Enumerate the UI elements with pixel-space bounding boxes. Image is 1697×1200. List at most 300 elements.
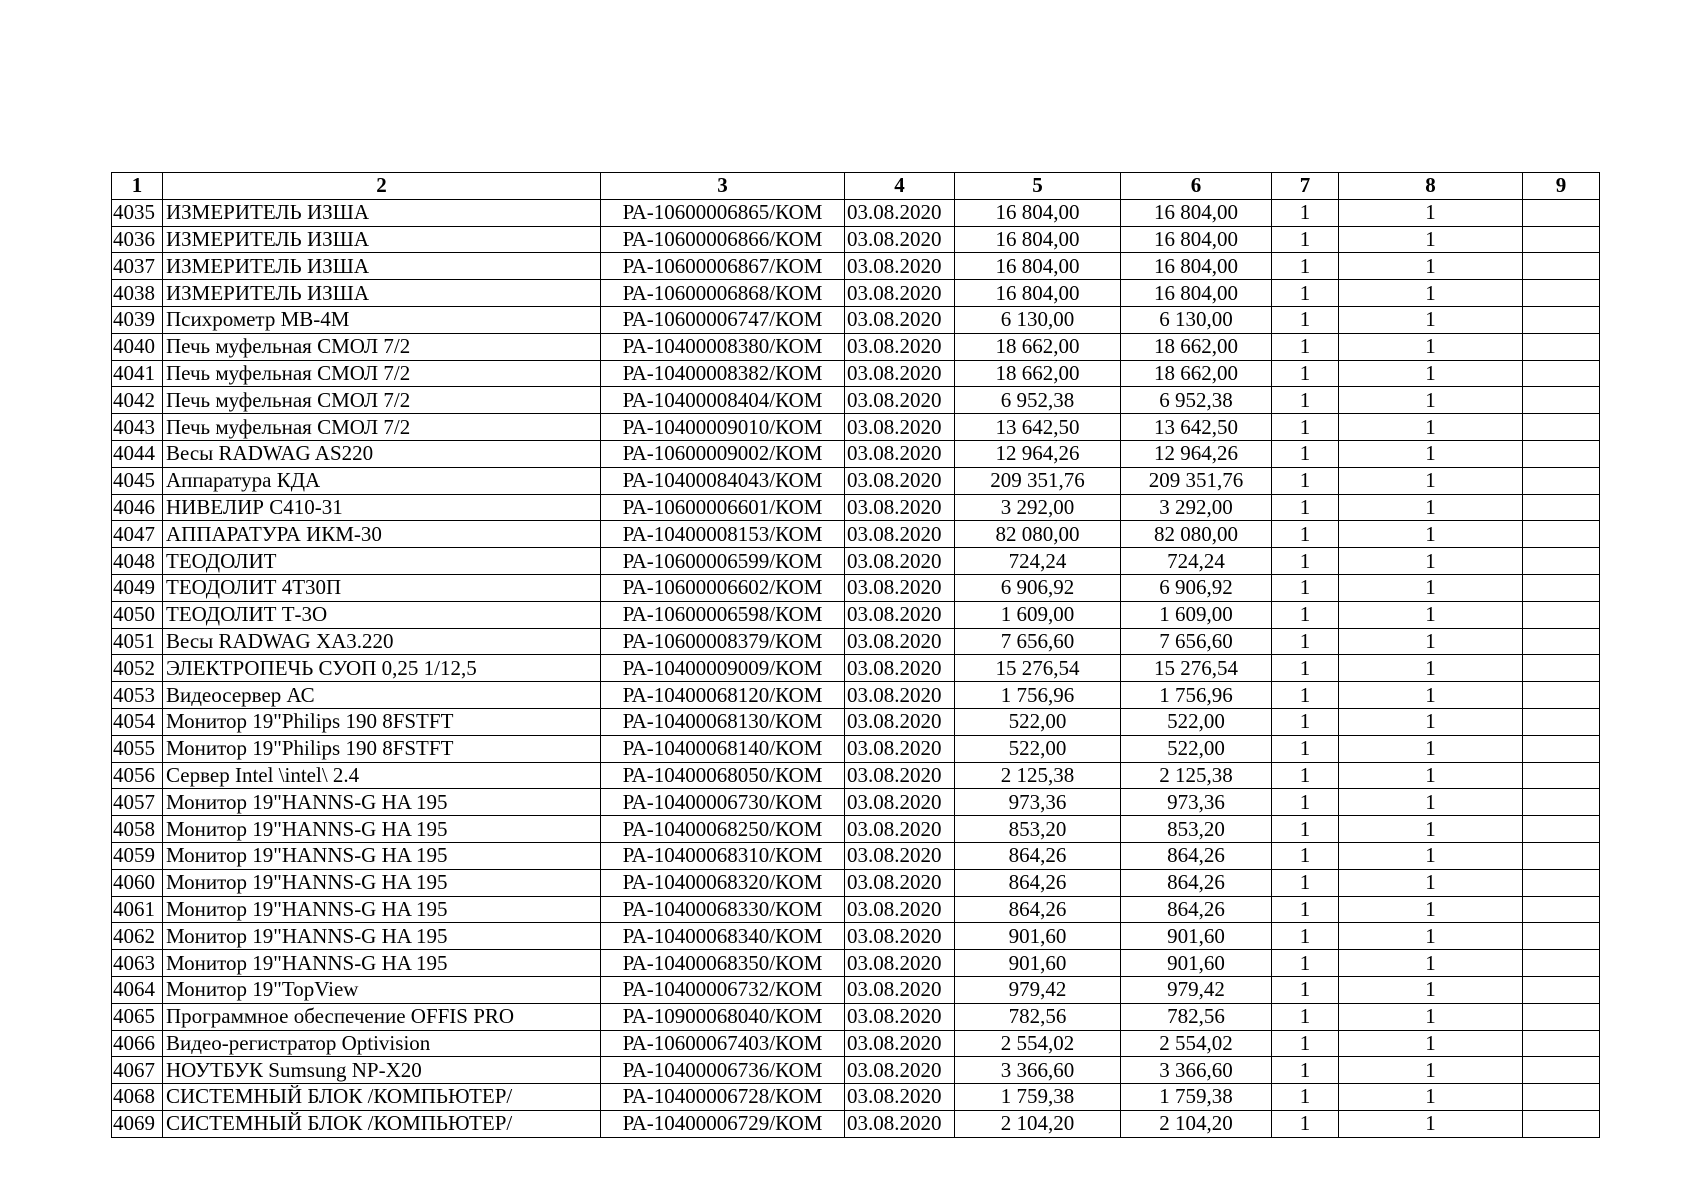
- note-cell: [1523, 494, 1600, 521]
- item-name-cell: Весы RADWAG XA3.220: [163, 628, 601, 655]
- inventory-code-cell: РА-10400008153/КОМ: [601, 521, 845, 548]
- table-row: [112, 1030, 1600, 1057]
- note-cell: [1523, 333, 1600, 360]
- residual-value-cell: 16 804,00: [1121, 226, 1272, 253]
- inventory-code-cell: РА-10400068330/КОМ: [601, 896, 845, 923]
- date-cell: 03.08.2020: [845, 789, 955, 816]
- quantity-cell: 1: [1272, 682, 1339, 709]
- column-header: 5: [955, 173, 1121, 200]
- date-cell: 03.08.2020: [845, 923, 955, 950]
- table-row: [112, 762, 1600, 789]
- note-cell: [1523, 548, 1600, 575]
- residual-value-cell: 13 642,50: [1121, 414, 1272, 441]
- date-cell: 03.08.2020: [845, 950, 955, 977]
- quantity-cell: 1: [1272, 280, 1339, 307]
- row-number-cell: 4035: [112, 199, 163, 226]
- initial-value-cell: 522,00: [955, 735, 1121, 762]
- count-cell: 1: [1339, 682, 1523, 709]
- count-cell: 1: [1339, 387, 1523, 414]
- row-number-cell: 4069: [112, 1110, 163, 1137]
- residual-value-cell: 979,42: [1121, 976, 1272, 1003]
- note-cell: [1523, 280, 1600, 307]
- residual-value-cell: 3 292,00: [1121, 494, 1272, 521]
- table-row: [112, 306, 1600, 333]
- count-cell: 1: [1339, 789, 1523, 816]
- note-cell: [1523, 896, 1600, 923]
- inventory-code-cell: РА-10600006747/КОМ: [601, 306, 845, 333]
- note-cell: [1523, 440, 1600, 467]
- table-row: [112, 628, 1600, 655]
- residual-value-cell: 901,60: [1121, 950, 1272, 977]
- table-header-row: [112, 173, 1600, 200]
- item-name-cell: ТЕОДОЛИТ Т-3О: [163, 601, 601, 628]
- item-name-cell: Сервер Intel \intel\ 2.4: [163, 762, 601, 789]
- item-name-cell: АППАРАТУРА ИКМ-30: [163, 521, 601, 548]
- residual-value-cell: 901,60: [1121, 923, 1272, 950]
- inventory-code-cell: РА-10400068130/КОМ: [601, 708, 845, 735]
- residual-value-cell: 16 804,00: [1121, 199, 1272, 226]
- residual-value-cell: 864,26: [1121, 869, 1272, 896]
- note-cell: [1523, 360, 1600, 387]
- initial-value-cell: 1 756,96: [955, 682, 1121, 709]
- count-cell: 1: [1339, 199, 1523, 226]
- item-name-cell: Монитор 19"HANNS-G HA 195: [163, 816, 601, 843]
- count-cell: 1: [1339, 655, 1523, 682]
- table-row: [112, 521, 1600, 548]
- inventory-code-cell: РА-10600006599/КОМ: [601, 548, 845, 575]
- note-cell: [1523, 735, 1600, 762]
- residual-value-cell: 6 906,92: [1121, 574, 1272, 601]
- date-cell: 03.08.2020: [845, 708, 955, 735]
- quantity-cell: 1: [1272, 1084, 1339, 1111]
- quantity-cell: 1: [1272, 387, 1339, 414]
- item-name-cell: Монитор 19"HANNS-G HA 195: [163, 789, 601, 816]
- initial-value-cell: 1 609,00: [955, 601, 1121, 628]
- table-row: [112, 548, 1600, 575]
- count-cell: 1: [1339, 574, 1523, 601]
- table-row: [112, 360, 1600, 387]
- inventory-code-cell: РА-10400068120/КОМ: [601, 682, 845, 709]
- date-cell: 03.08.2020: [845, 655, 955, 682]
- inventory-code-cell: РА-10400068250/КОМ: [601, 816, 845, 843]
- row-number-cell: 4065: [112, 1003, 163, 1030]
- table-row: [112, 280, 1600, 307]
- residual-value-cell: 1 609,00: [1121, 601, 1272, 628]
- date-cell: 03.08.2020: [845, 1030, 955, 1057]
- note-cell: [1523, 628, 1600, 655]
- inventory-code-cell: РА-10400068350/КОМ: [601, 950, 845, 977]
- quantity-cell: 1: [1272, 816, 1339, 843]
- count-cell: 1: [1339, 226, 1523, 253]
- date-cell: 03.08.2020: [845, 869, 955, 896]
- document-page: [111, 172, 1599, 1138]
- date-cell: 03.08.2020: [845, 306, 955, 333]
- item-name-cell: Монитор 19"Philips 190 8FSTFT: [163, 708, 601, 735]
- residual-value-cell: 973,36: [1121, 789, 1272, 816]
- inventory-code-cell: РА-10400006729/КОМ: [601, 1110, 845, 1137]
- note-cell: [1523, 414, 1600, 441]
- initial-value-cell: 2 125,38: [955, 762, 1121, 789]
- row-number-cell: 4060: [112, 869, 163, 896]
- quantity-cell: 1: [1272, 869, 1339, 896]
- column-header: 6: [1121, 173, 1272, 200]
- inventory-code-cell: РА-10600006865/КОМ: [601, 199, 845, 226]
- row-number-cell: 4039: [112, 306, 163, 333]
- quantity-cell: 1: [1272, 333, 1339, 360]
- count-cell: 1: [1339, 762, 1523, 789]
- table-row: [112, 923, 1600, 950]
- quantity-cell: 1: [1272, 253, 1339, 280]
- quantity-cell: 1: [1272, 494, 1339, 521]
- inventory-code-cell: РА-10400006732/КОМ: [601, 976, 845, 1003]
- quantity-cell: 1: [1272, 226, 1339, 253]
- note-cell: [1523, 816, 1600, 843]
- column-header: 9: [1523, 173, 1600, 200]
- table-row: [112, 682, 1600, 709]
- date-cell: 03.08.2020: [845, 440, 955, 467]
- initial-value-cell: 209 351,76: [955, 467, 1121, 494]
- row-number-cell: 4056: [112, 762, 163, 789]
- count-cell: 1: [1339, 414, 1523, 441]
- row-number-cell: 4053: [112, 682, 163, 709]
- table-row: [112, 494, 1600, 521]
- initial-value-cell: 853,20: [955, 816, 1121, 843]
- inventory-code-cell: РА-10600006866/КОМ: [601, 226, 845, 253]
- quantity-cell: 1: [1272, 762, 1339, 789]
- residual-value-cell: 522,00: [1121, 735, 1272, 762]
- note-cell: [1523, 708, 1600, 735]
- row-number-cell: 4066: [112, 1030, 163, 1057]
- column-header: 8: [1339, 173, 1523, 200]
- note-cell: [1523, 762, 1600, 789]
- count-cell: 1: [1339, 521, 1523, 548]
- item-name-cell: ИЗМЕРИТЕЛЬ ИЗША: [163, 226, 601, 253]
- quantity-cell: 1: [1272, 1003, 1339, 1030]
- quantity-cell: 1: [1272, 574, 1339, 601]
- row-number-cell: 4059: [112, 842, 163, 869]
- row-number-cell: 4038: [112, 280, 163, 307]
- quantity-cell: 1: [1272, 1030, 1339, 1057]
- inventory-code-cell: РА-10400068320/КОМ: [601, 869, 845, 896]
- count-cell: 1: [1339, 1084, 1523, 1111]
- item-name-cell: СИСТЕМНЫЙ БЛОК /КОМПЬЮТЕР/: [163, 1110, 601, 1137]
- item-name-cell: Печь муфельная СМОЛ 7/2: [163, 387, 601, 414]
- date-cell: 03.08.2020: [845, 896, 955, 923]
- residual-value-cell: 82 080,00: [1121, 521, 1272, 548]
- item-name-cell: ЭЛЕКТРОПЕЧЬ СУОП 0,25 1/12,5: [163, 655, 601, 682]
- initial-value-cell: 15 276,54: [955, 655, 1121, 682]
- item-name-cell: ИЗМЕРИТЕЛЬ ИЗША: [163, 253, 601, 280]
- inventory-code-cell: РА-10400068310/КОМ: [601, 842, 845, 869]
- initial-value-cell: 2 554,02: [955, 1030, 1121, 1057]
- initial-value-cell: 2 104,20: [955, 1110, 1121, 1137]
- inventory-code-cell: РА-10400068340/КОМ: [601, 923, 845, 950]
- residual-value-cell: 853,20: [1121, 816, 1272, 843]
- note-cell: [1523, 601, 1600, 628]
- item-name-cell: Видеосервер АС: [163, 682, 601, 709]
- note-cell: [1523, 306, 1600, 333]
- row-number-cell: 4061: [112, 896, 163, 923]
- note-cell: [1523, 950, 1600, 977]
- item-name-cell: Печь муфельная СМОЛ 7/2: [163, 414, 601, 441]
- item-name-cell: Монитор 19"HANNS-G HA 195: [163, 896, 601, 923]
- table-row: [112, 387, 1600, 414]
- date-cell: 03.08.2020: [845, 548, 955, 575]
- initial-value-cell: 973,36: [955, 789, 1121, 816]
- date-cell: 03.08.2020: [845, 1003, 955, 1030]
- date-cell: 03.08.2020: [845, 414, 955, 441]
- initial-value-cell: 16 804,00: [955, 280, 1121, 307]
- date-cell: 03.08.2020: [845, 1057, 955, 1084]
- table-row: [112, 1003, 1600, 1030]
- quantity-cell: 1: [1272, 735, 1339, 762]
- table-row: [112, 896, 1600, 923]
- count-cell: 1: [1339, 360, 1523, 387]
- quantity-cell: 1: [1272, 1110, 1339, 1137]
- date-cell: 03.08.2020: [845, 735, 955, 762]
- initial-value-cell: 3 292,00: [955, 494, 1121, 521]
- date-cell: 03.08.2020: [845, 280, 955, 307]
- row-number-cell: 4049: [112, 574, 163, 601]
- note-cell: [1523, 226, 1600, 253]
- note-cell: [1523, 1084, 1600, 1111]
- count-cell: 1: [1339, 869, 1523, 896]
- initial-value-cell: 1 759,38: [955, 1084, 1121, 1111]
- column-header: 7: [1272, 173, 1339, 200]
- note-cell: [1523, 1030, 1600, 1057]
- row-number-cell: 4045: [112, 467, 163, 494]
- date-cell: 03.08.2020: [845, 976, 955, 1003]
- row-number-cell: 4050: [112, 601, 163, 628]
- inventory-code-cell: РА-10600006868/КОМ: [601, 280, 845, 307]
- residual-value-cell: 724,24: [1121, 548, 1272, 575]
- quantity-cell: 1: [1272, 950, 1339, 977]
- table-row: [112, 601, 1600, 628]
- row-number-cell: 4046: [112, 494, 163, 521]
- initial-value-cell: 901,60: [955, 923, 1121, 950]
- inventory-code-cell: РА-10400068050/КОМ: [601, 762, 845, 789]
- count-cell: 1: [1339, 467, 1523, 494]
- inventory-code-cell: РА-10400008404/КОМ: [601, 387, 845, 414]
- table-row: [112, 1110, 1600, 1137]
- quantity-cell: 1: [1272, 467, 1339, 494]
- row-number-cell: 4055: [112, 735, 163, 762]
- initial-value-cell: 13 642,50: [955, 414, 1121, 441]
- count-cell: 1: [1339, 548, 1523, 575]
- residual-value-cell: 18 662,00: [1121, 333, 1272, 360]
- count-cell: 1: [1339, 950, 1523, 977]
- date-cell: 03.08.2020: [845, 628, 955, 655]
- item-name-cell: Монитор 19"HANNS-G HA 195: [163, 869, 601, 896]
- quantity-cell: 1: [1272, 1057, 1339, 1084]
- row-number-cell: 4040: [112, 333, 163, 360]
- item-name-cell: СИСТЕМНЫЙ БЛОК /КОМПЬЮТЕР/: [163, 1084, 601, 1111]
- residual-value-cell: 3 366,60: [1121, 1057, 1272, 1084]
- count-cell: 1: [1339, 280, 1523, 307]
- note-cell: [1523, 1110, 1600, 1137]
- inventory-code-cell: РА-10400009009/КОМ: [601, 655, 845, 682]
- inventory-code-cell: РА-10400006736/КОМ: [601, 1057, 845, 1084]
- quantity-cell: 1: [1272, 896, 1339, 923]
- residual-value-cell: 16 804,00: [1121, 253, 1272, 280]
- inventory-code-cell: РА-10600006601/КОМ: [601, 494, 845, 521]
- table-row: [112, 842, 1600, 869]
- column-header: 3: [601, 173, 845, 200]
- row-number-cell: 4067: [112, 1057, 163, 1084]
- date-cell: 03.08.2020: [845, 333, 955, 360]
- count-cell: 1: [1339, 735, 1523, 762]
- table-row: [112, 816, 1600, 843]
- residual-value-cell: 2 125,38: [1121, 762, 1272, 789]
- initial-value-cell: 979,42: [955, 976, 1121, 1003]
- inventory-table: [111, 172, 1600, 1138]
- initial-value-cell: 782,56: [955, 1003, 1121, 1030]
- residual-value-cell: 12 964,26: [1121, 440, 1272, 467]
- item-name-cell: Программное обеспечение OFFIS PRO: [163, 1003, 601, 1030]
- item-name-cell: Видео-регистратор Optivision: [163, 1030, 601, 1057]
- note-cell: [1523, 1003, 1600, 1030]
- count-cell: 1: [1339, 494, 1523, 521]
- residual-value-cell: 864,26: [1121, 896, 1272, 923]
- initial-value-cell: 864,26: [955, 842, 1121, 869]
- residual-value-cell: 2 104,20: [1121, 1110, 1272, 1137]
- inventory-code-cell: РА-10600006598/КОМ: [601, 601, 845, 628]
- table-row: [112, 440, 1600, 467]
- row-number-cell: 4037: [112, 253, 163, 280]
- count-cell: 1: [1339, 333, 1523, 360]
- date-cell: 03.08.2020: [845, 601, 955, 628]
- item-name-cell: Монитор 19"HANNS-G HA 195: [163, 950, 601, 977]
- table-row: [112, 199, 1600, 226]
- row-number-cell: 4052: [112, 655, 163, 682]
- count-cell: 1: [1339, 1003, 1523, 1030]
- inventory-code-cell: РА-10400084043/КОМ: [601, 467, 845, 494]
- date-cell: 03.08.2020: [845, 494, 955, 521]
- inventory-code-cell: РА-10900068040/КОМ: [601, 1003, 845, 1030]
- date-cell: 03.08.2020: [845, 226, 955, 253]
- date-cell: 03.08.2020: [845, 199, 955, 226]
- row-number-cell: 4043: [112, 414, 163, 441]
- table-row: [112, 1084, 1600, 1111]
- row-number-cell: 4068: [112, 1084, 163, 1111]
- note-cell: [1523, 682, 1600, 709]
- quantity-cell: 1: [1272, 655, 1339, 682]
- inventory-code-cell: РА-10400009010/КОМ: [601, 414, 845, 441]
- note-cell: [1523, 199, 1600, 226]
- item-name-cell: Печь муфельная СМОЛ 7/2: [163, 360, 601, 387]
- row-number-cell: 4063: [112, 950, 163, 977]
- table-row: [112, 708, 1600, 735]
- count-cell: 1: [1339, 842, 1523, 869]
- table-row: [112, 735, 1600, 762]
- table-row: [112, 976, 1600, 1003]
- item-name-cell: НОУТБУК Sumsung NP-X20: [163, 1057, 601, 1084]
- quantity-cell: 1: [1272, 789, 1339, 816]
- note-cell: [1523, 842, 1600, 869]
- table-row: [112, 789, 1600, 816]
- item-name-cell: Весы RADWAG AS220: [163, 440, 601, 467]
- row-number-cell: 4054: [112, 708, 163, 735]
- initial-value-cell: 3 366,60: [955, 1057, 1121, 1084]
- inventory-code-cell: РА-10600009002/КОМ: [601, 440, 845, 467]
- residual-value-cell: 782,56: [1121, 1003, 1272, 1030]
- quantity-cell: 1: [1272, 842, 1339, 869]
- row-number-cell: 4041: [112, 360, 163, 387]
- inventory-code-cell: РА-10600067403/КОМ: [601, 1030, 845, 1057]
- initial-value-cell: 864,26: [955, 869, 1121, 896]
- note-cell: [1523, 253, 1600, 280]
- quantity-cell: 1: [1272, 628, 1339, 655]
- note-cell: [1523, 387, 1600, 414]
- item-name-cell: Психрометр МВ-4М: [163, 306, 601, 333]
- row-number-cell: 4057: [112, 789, 163, 816]
- count-cell: 1: [1339, 440, 1523, 467]
- row-number-cell: 4058: [112, 816, 163, 843]
- note-cell: [1523, 789, 1600, 816]
- quantity-cell: 1: [1272, 601, 1339, 628]
- residual-value-cell: 864,26: [1121, 842, 1272, 869]
- residual-value-cell: 15 276,54: [1121, 655, 1272, 682]
- item-name-cell: Монитор 19"TopView: [163, 976, 601, 1003]
- quantity-cell: 1: [1272, 976, 1339, 1003]
- date-cell: 03.08.2020: [845, 1110, 955, 1137]
- date-cell: 03.08.2020: [845, 816, 955, 843]
- quantity-cell: 1: [1272, 521, 1339, 548]
- inventory-code-cell: РА-10600008379/КОМ: [601, 628, 845, 655]
- table-row: [112, 333, 1600, 360]
- quantity-cell: 1: [1272, 708, 1339, 735]
- item-name-cell: Монитор 19"HANNS-G HA 195: [163, 842, 601, 869]
- row-number-cell: 4062: [112, 923, 163, 950]
- date-cell: 03.08.2020: [845, 467, 955, 494]
- residual-value-cell: 1 759,38: [1121, 1084, 1272, 1111]
- table-body: [112, 199, 1600, 1137]
- quantity-cell: 1: [1272, 548, 1339, 575]
- quantity-cell: 1: [1272, 440, 1339, 467]
- item-name-cell: Монитор 19"Philips 190 8FSTFT: [163, 735, 601, 762]
- inventory-code-cell: РА-10600006867/КОМ: [601, 253, 845, 280]
- item-name-cell: Печь муфельная СМОЛ 7/2: [163, 333, 601, 360]
- initial-value-cell: 7 656,60: [955, 628, 1121, 655]
- quantity-cell: 1: [1272, 923, 1339, 950]
- initial-value-cell: 16 804,00: [955, 226, 1121, 253]
- date-cell: 03.08.2020: [845, 253, 955, 280]
- count-cell: 1: [1339, 1057, 1523, 1084]
- residual-value-cell: 18 662,00: [1121, 360, 1272, 387]
- inventory-code-cell: РА-10400068140/КОМ: [601, 735, 845, 762]
- row-number-cell: 4042: [112, 387, 163, 414]
- date-cell: 03.08.2020: [845, 762, 955, 789]
- table-row: [112, 253, 1600, 280]
- note-cell: [1523, 869, 1600, 896]
- inventory-code-cell: РА-10400006728/КОМ: [601, 1084, 845, 1111]
- inventory-code-cell: РА-10600006602/КОМ: [601, 574, 845, 601]
- count-cell: 1: [1339, 306, 1523, 333]
- row-number-cell: 4044: [112, 440, 163, 467]
- initial-value-cell: 901,60: [955, 950, 1121, 977]
- count-cell: 1: [1339, 1110, 1523, 1137]
- note-cell: [1523, 1057, 1600, 1084]
- residual-value-cell: 6 130,00: [1121, 306, 1272, 333]
- date-cell: 03.08.2020: [845, 360, 955, 387]
- quantity-cell: 1: [1272, 360, 1339, 387]
- count-cell: 1: [1339, 1030, 1523, 1057]
- initial-value-cell: 724,24: [955, 548, 1121, 575]
- initial-value-cell: 6 906,92: [955, 574, 1121, 601]
- note-cell: [1523, 467, 1600, 494]
- note-cell: [1523, 574, 1600, 601]
- initial-value-cell: 12 964,26: [955, 440, 1121, 467]
